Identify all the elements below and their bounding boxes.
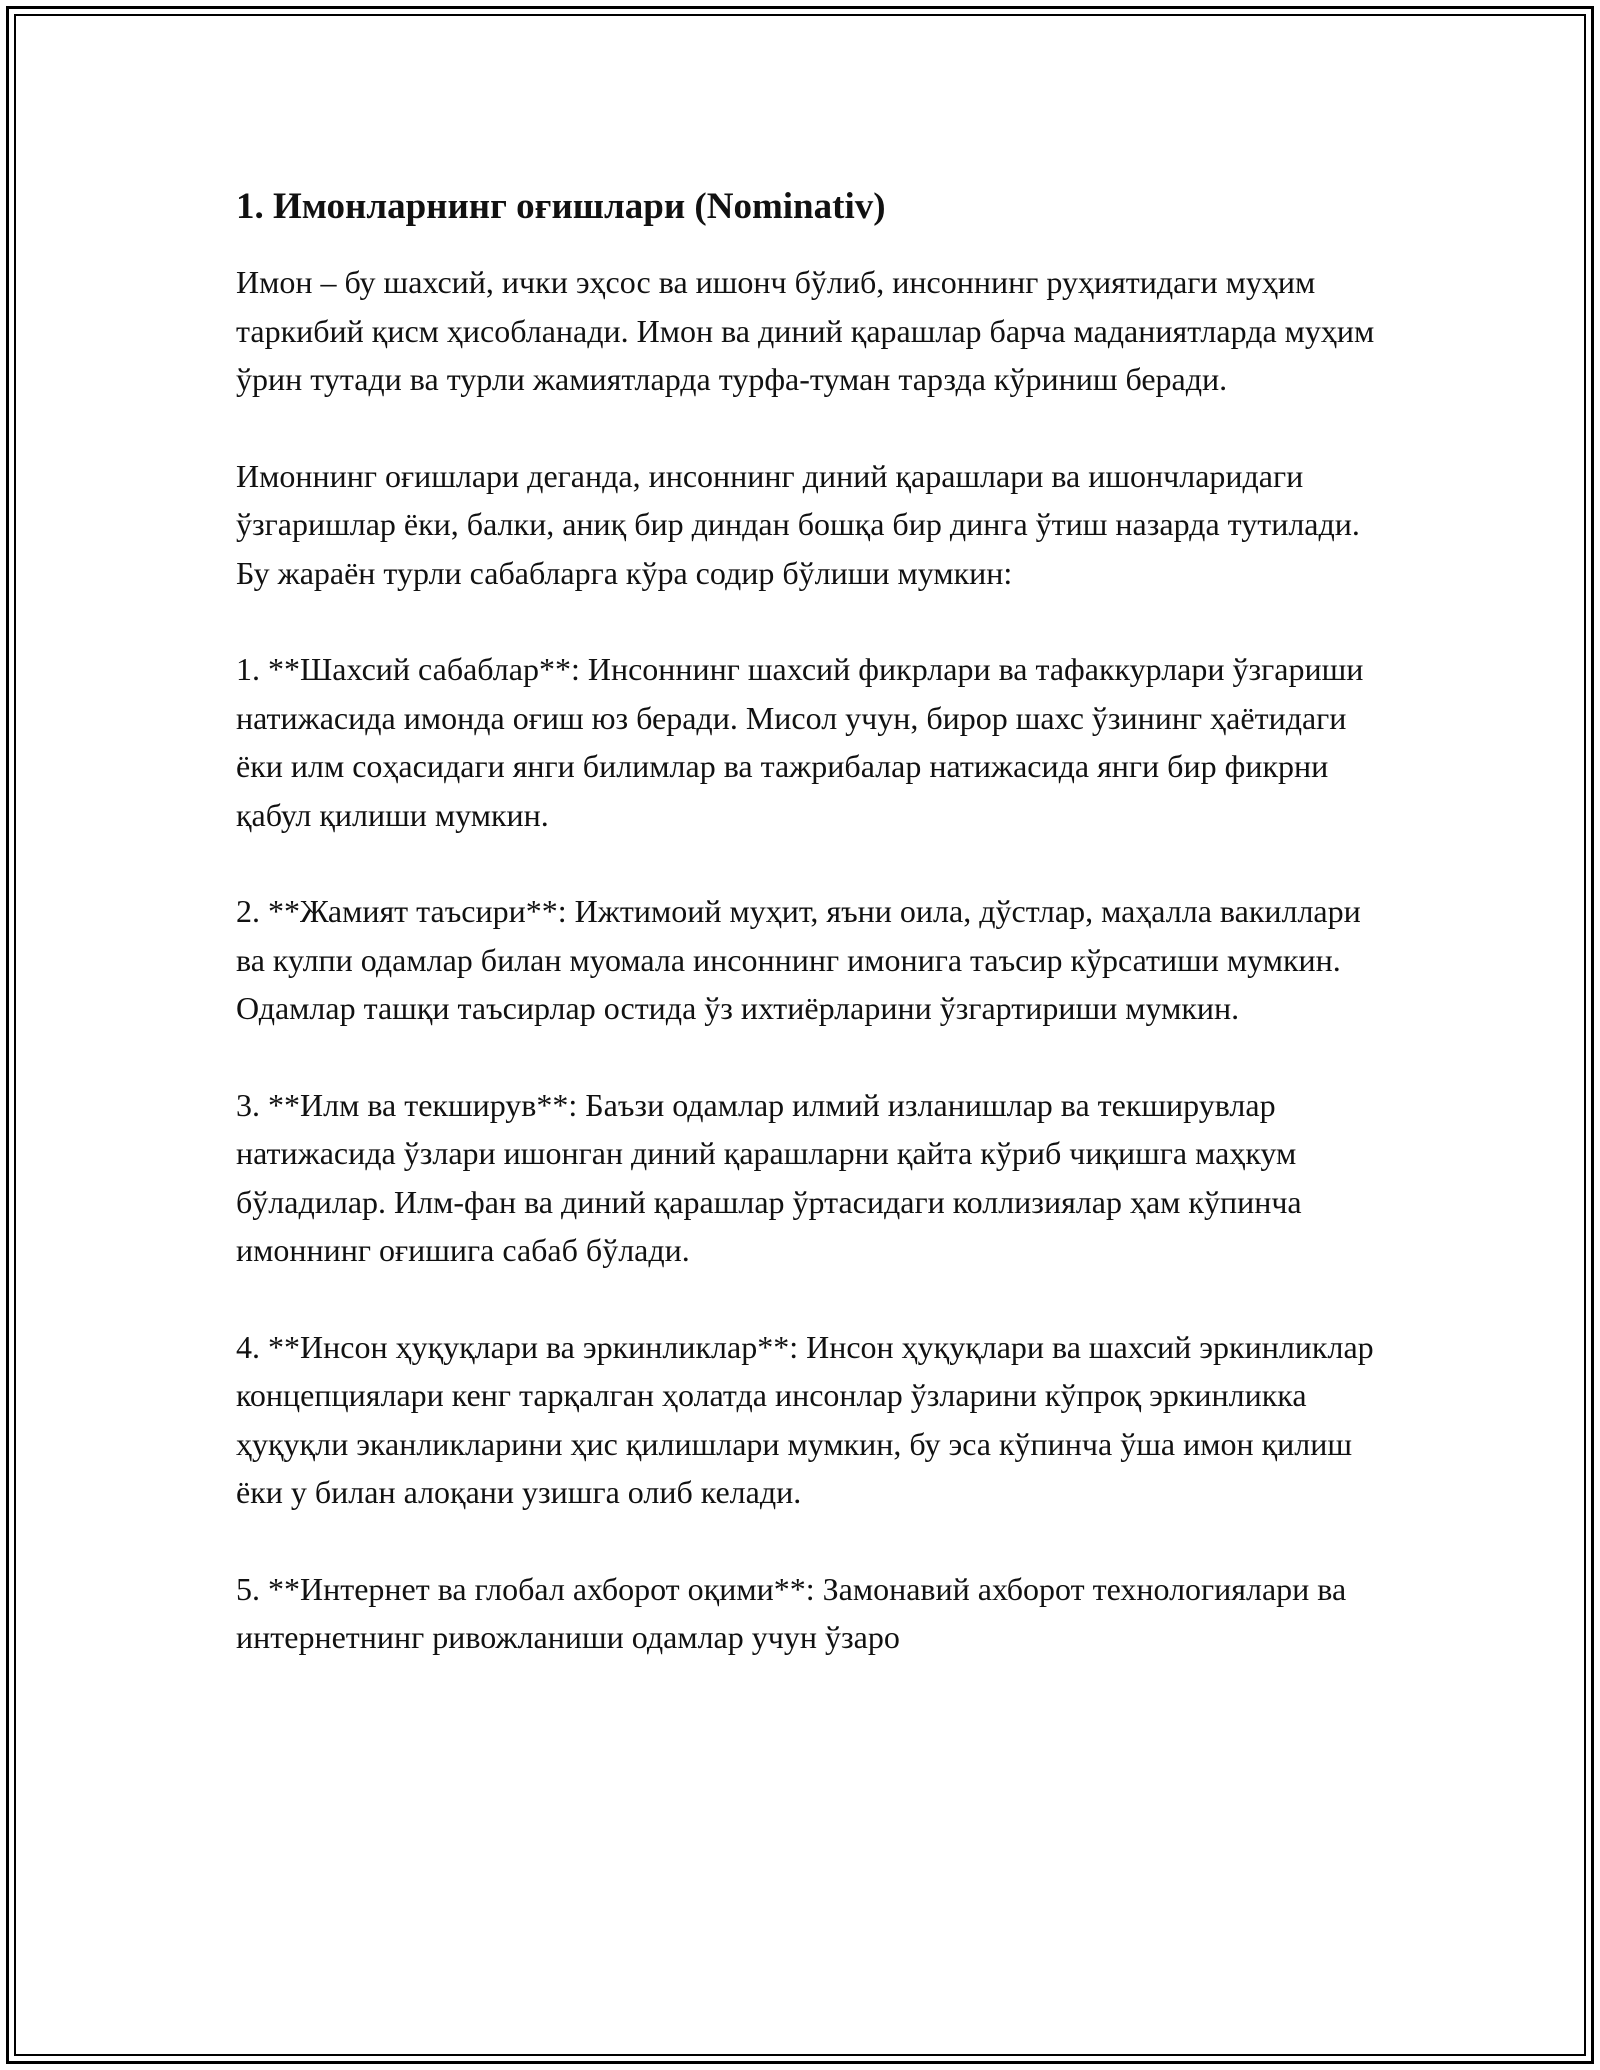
list-item-science-research: 3. **Илм ва текширув**: Баъзи одамлар илмий изланишлар ва текширувлар натижасида ўзлари ишонган диний қарашларни қайта кўриб чиқишга маҳкум бўладилар. Илм-фан ва диний қарашлар ўртасидаги коллизиялар ҳам кўпинча имоннинг оғишига сабаб бўлади. [236, 1086, 1302, 1268]
list-item-internet-information: 5. **Интернет ва глобал ахборот оқими**: Замонавий ахборот технологиялари ва интернетнинг ривожланиши одамлар учун ўзаро [236, 1570, 1347, 1655]
intro-paragraph: Имон – бу шахсий, ички эҳсос ва ишонч бўлиб, инсоннинг руҳиятидаги муҳим таркибий қисм ҳисобланади. Имон ва диний қарашлар барча маданиятларда муҳим ўрин тутади ва турли жамиятларда турфа-туман тарзда кўриниш беради. [236, 264, 1375, 397]
definition-paragraph: Имоннинг оғишлари деганда, инсоннинг диний қарашлари ва ишончларидаги ўзгаришлар ёки, балки, аниқ бир диндан бошқа бир динга ўтиш назарда тутилади. Бу жараён турли сабабларга кўра содир бўлиши мумкин: [236, 457, 1360, 591]
section-heading: 1. Имонларнинг оғишлари (Nominativ) [236, 186, 886, 227]
list-item-personal-reasons: 1. **Шахсий сабаблар**: Инсоннинг шахсий фикрлари ва тафаккурлари ўзгариши натижасида имонда оғиш юз беради. Мисол учун, бирор шахс ўзининг ҳаётидаги ёки илм соҳасидаги янги билимлар ва тажрибалар натижасида янги бир фикрни қабул қилиши мумкин. [236, 651, 1364, 833]
document-body [236, 182, 1386, 1662]
list-item-society-influence: 2. **Жамият таъсири**: Ижтимоий муҳит, яъни оила, дўстлар, маҳалла вакиллари ва кулпи одамлар билан муомала инсоннинг имонига таъсир кўрсатиши мумкин. Одамлар ташқи таъсирлар остида ўз ихтиёрларини ўзгартириши мумкин. [236, 893, 1361, 1026]
list-item-human-rights: 4. **Инсон ҳуқуқлари ва эркинликлар**: Инсон ҳуқуқлари ва шахсий эркинликлар концепциялари кенг тарқалган ҳолатда инсонлар ўзларини кўпроқ эркинликка ҳуқуқли эканликларини ҳис қилишлари мумкин, бу эса кўпинча ўша имон қилиш ёки у билан алоқани узишга олиб келади. [236, 1328, 1374, 1510]
